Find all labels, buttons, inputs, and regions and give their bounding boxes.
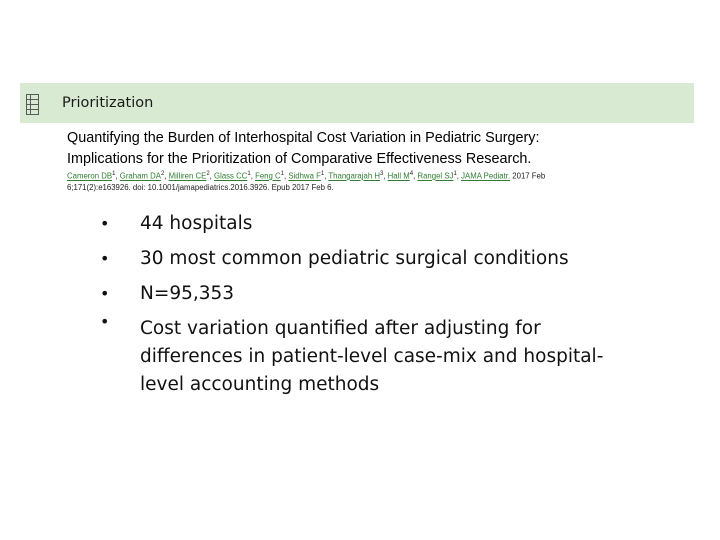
publication-date: 2017 Feb [512, 171, 546, 181]
author-link[interactable]: Rangel SJ [417, 171, 454, 181]
paper-title-line-1: Quantifying the Burden of Interhospital Cost Variation in Pediatric Surgery: [67, 130, 540, 146]
citation-line-1: Cameron $DB^1$, Graham $DA^2$, Milliren $CE^2$, Glass $CC^1$, Feng $C^1$, Sidhwa $F^1$, Thangarajah $H^3$, Hall $M^4$, Rangel $SJ^1$, JAMA Pediatr. 2017 Feb [67, 171, 546, 181]
list-item-text-line: differences in patient-level case-mix and hospital- [140, 346, 604, 367]
bullet-list [100, 206, 620, 399]
list-item-text-line: Cost variation quantified after adjusting for [140, 318, 541, 339]
list-item [100, 311, 620, 399]
author-link[interactable]: Cameron DB [67, 171, 113, 181]
list-item-text: 44 hospitals [140, 213, 253, 234]
author-link[interactable]: Feng C [255, 171, 281, 181]
journal-link[interactable]: JAMA Pediatr. [461, 171, 511, 181]
list-item [100, 206, 620, 241]
citation [67, 169, 707, 193]
list-item-text: N=95,353 [140, 283, 235, 304]
bullet-marker: • [100, 214, 110, 233]
author-link[interactable]: Glass CC [214, 171, 248, 181]
author-link[interactable]: Graham DA [119, 171, 161, 181]
bullet-marker: • [100, 284, 110, 303]
numbered-list-icon [26, 94, 39, 115]
citation-line-2: 6;171(2):e163926. doi: 10.1001/jamapediatrics.2016.3926. Epub 2017 Feb 6. [67, 182, 334, 192]
author-link[interactable]: Milliren CE [168, 171, 207, 181]
bullet-marker: • [100, 249, 110, 268]
author-link[interactable]: Hall M [387, 171, 410, 181]
author-link[interactable]: Sidhwa F [288, 171, 321, 181]
paper-title-line-2: Implications for the Prioritization of Comparative Effectiveness Research. [67, 151, 532, 167]
list-item-text-line: level accounting methods [140, 374, 380, 395]
section-title: Prioritization [62, 95, 154, 111]
paper-title [67, 128, 707, 170]
list-item [100, 276, 620, 311]
author-link[interactable]: Thangarajah H [328, 171, 380, 181]
list-item-text: 30 most common pediatric surgical conditions [140, 248, 569, 269]
list-item [100, 241, 620, 276]
bullet-marker: • [100, 312, 110, 331]
